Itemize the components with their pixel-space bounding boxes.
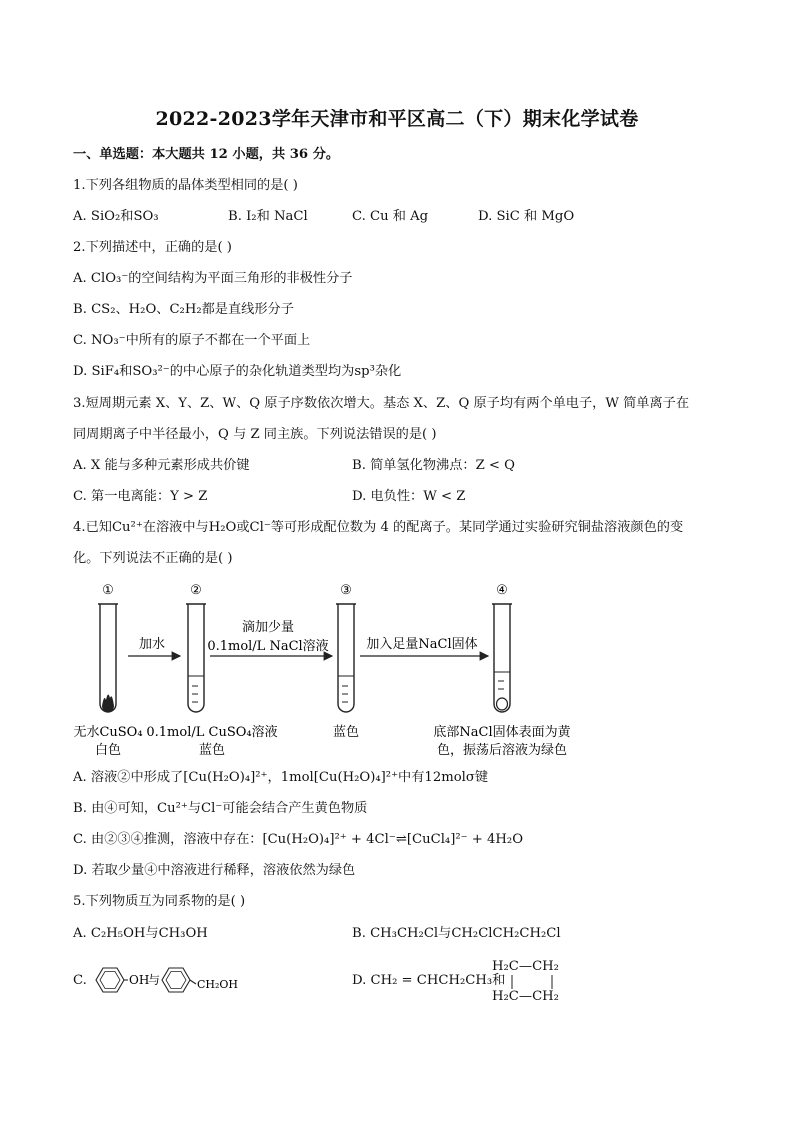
test-tube-3	[336, 604, 356, 712]
test-tube-2	[186, 604, 206, 712]
q3-option-a: A. X 能与多种元素形成共价键	[73, 458, 250, 473]
tube-2-caption-line1: 0.1mol/L CuSO₄溶液	[146, 725, 278, 740]
q5-option-a: A. C₂H₅OH与CH₃OH	[73, 926, 208, 941]
benzyl-ch2oh-label: CH₂OH	[197, 978, 239, 991]
tube-3-caption: 蓝色	[332, 725, 360, 740]
benzyl-alcohol-ring-icon	[162, 968, 196, 992]
tube-2-caption-line2: 蓝色	[198, 743, 226, 758]
q2-option-d: D. SiF₄和SO₃²⁻的中心原子的杂化轨道类型均为sp³杂化	[73, 364, 402, 379]
tube-4-caption-line1: 底部NaCl固体表面为黄	[433, 725, 571, 740]
question-1-stem: 1.下列各组物质的晶体类型相同的是( )	[73, 178, 298, 193]
q3-option-d: D. 电负性：W < Z	[352, 489, 466, 504]
phenol-oh-label: OH	[129, 973, 150, 987]
question-4-stem-line1: 4.已知Cu²⁺在溶液中与H₂O或Cl⁻等可形成配位数为 4 的配离子。某同学通过实验研究铜盐溶液颜色的变	[73, 520, 684, 535]
test-tube-1	[98, 604, 118, 712]
question-3-stem-line1: 3.短周期元素 X、Y、Z、W、Q 原子序数依次增大。基态 X、Z、Q 原子均有两个单电子，W 简单离子在	[73, 396, 690, 411]
tube-4-number: ④	[496, 583, 508, 598]
tube-2-number: ②	[190, 583, 202, 598]
q5-option-c-label: C.	[73, 973, 87, 988]
cyclobutane-bottom-edge: H₂C—CH₂	[492, 989, 559, 1004]
section-heading: 一、单选题：本大题共 12 小题，共 36 分。	[73, 147, 340, 162]
question-3-stem-line2: 同周期离子中半径最小，Q 与 Z 同主族。下列说法错误的是( )	[73, 427, 437, 442]
test-tube-4	[492, 604, 512, 712]
q4-option-b: B. 由④可知，Cu²⁺与Cl⁻可能会结合产生黄色物质	[73, 801, 368, 816]
tube-4-caption-line2: 色，振荡后溶液为绿色	[436, 743, 568, 758]
question-5-stem: 5.下列物质互为同系物的是( )	[73, 894, 246, 909]
phenol-ring-icon	[96, 968, 128, 992]
cyclobutane-top-edge: H₂C—CH₂	[492, 959, 559, 974]
tube-1-caption-line1: 无水CuSO₄	[73, 725, 143, 740]
step-3-label: 加入足量NaCl固体	[366, 637, 478, 652]
step-2-label-line2: 0.1mol/L NaCl溶液	[207, 639, 329, 654]
q1-option-c: C. Cu 和 Ag	[352, 209, 429, 224]
tube-3-number: ③	[340, 583, 352, 598]
page-title: 2022-2023学年天津市和平区高二（下）期末化学试卷	[155, 108, 639, 130]
q5-option-d-text: D. CH₂ = CHCH₂CH₃和	[352, 973, 506, 988]
q2-option-a: A. ClO₃⁻的空间结构为平面三角形的非极性分子	[73, 271, 353, 286]
q5-c-connector: 与	[148, 973, 161, 987]
q5-option-b: B. CH₃CH₂Cl与CH₂ClCH₂CH₂Cl	[352, 926, 561, 941]
cyclobutane-bonds	[492, 975, 572, 989]
q4-option-c: C. 由②③④推测，溶液中存在：[Cu(H₂O)₄]²⁺ + 4Cl⁻⇌[CuCl₄]²⁻ + 4H₂O	[73, 832, 524, 847]
q5-option-c-structures	[90, 962, 250, 998]
q2-option-b: B. CS₂、H₂O、C₂H₂都是直线形分子	[73, 302, 294, 317]
q4-option-a: A. 溶液②中形成了[Cu(H₂O)₄]²⁺，1mol[Cu(H₂O)₄]²⁺中有12molσ键	[73, 770, 489, 785]
q3-option-c: C. 第一电离能：Y > Z	[73, 489, 208, 504]
tube-1-number: ①	[102, 583, 114, 598]
q1-option-a: A. SiO₂和SO₃	[73, 209, 159, 224]
q3-option-b: B. 简单氢化物沸点：Z < Q	[352, 458, 515, 473]
step-1-label: 加水	[138, 637, 166, 652]
question-4-stem-line2: 化。下列说法不正确的是( )	[73, 551, 233, 566]
q2-option-c: C. NO₃⁻中所有的原子不都在一个平面上	[73, 333, 311, 348]
tube-1-caption-line2: 白色	[94, 743, 122, 758]
step-2-label-line1: 滴加少量	[241, 620, 295, 635]
q4-option-d: D. 若取少量④中溶液进行稀释，溶液依然为绿色	[73, 863, 356, 878]
q1-option-d: D. SiC 和 MgO	[478, 209, 575, 224]
q1-option-b: B. I₂和 NaCl	[228, 209, 308, 224]
question-2-stem: 2.下列描述中，正确的是( )	[73, 240, 232, 255]
experiment-diagram	[70, 576, 590, 761]
